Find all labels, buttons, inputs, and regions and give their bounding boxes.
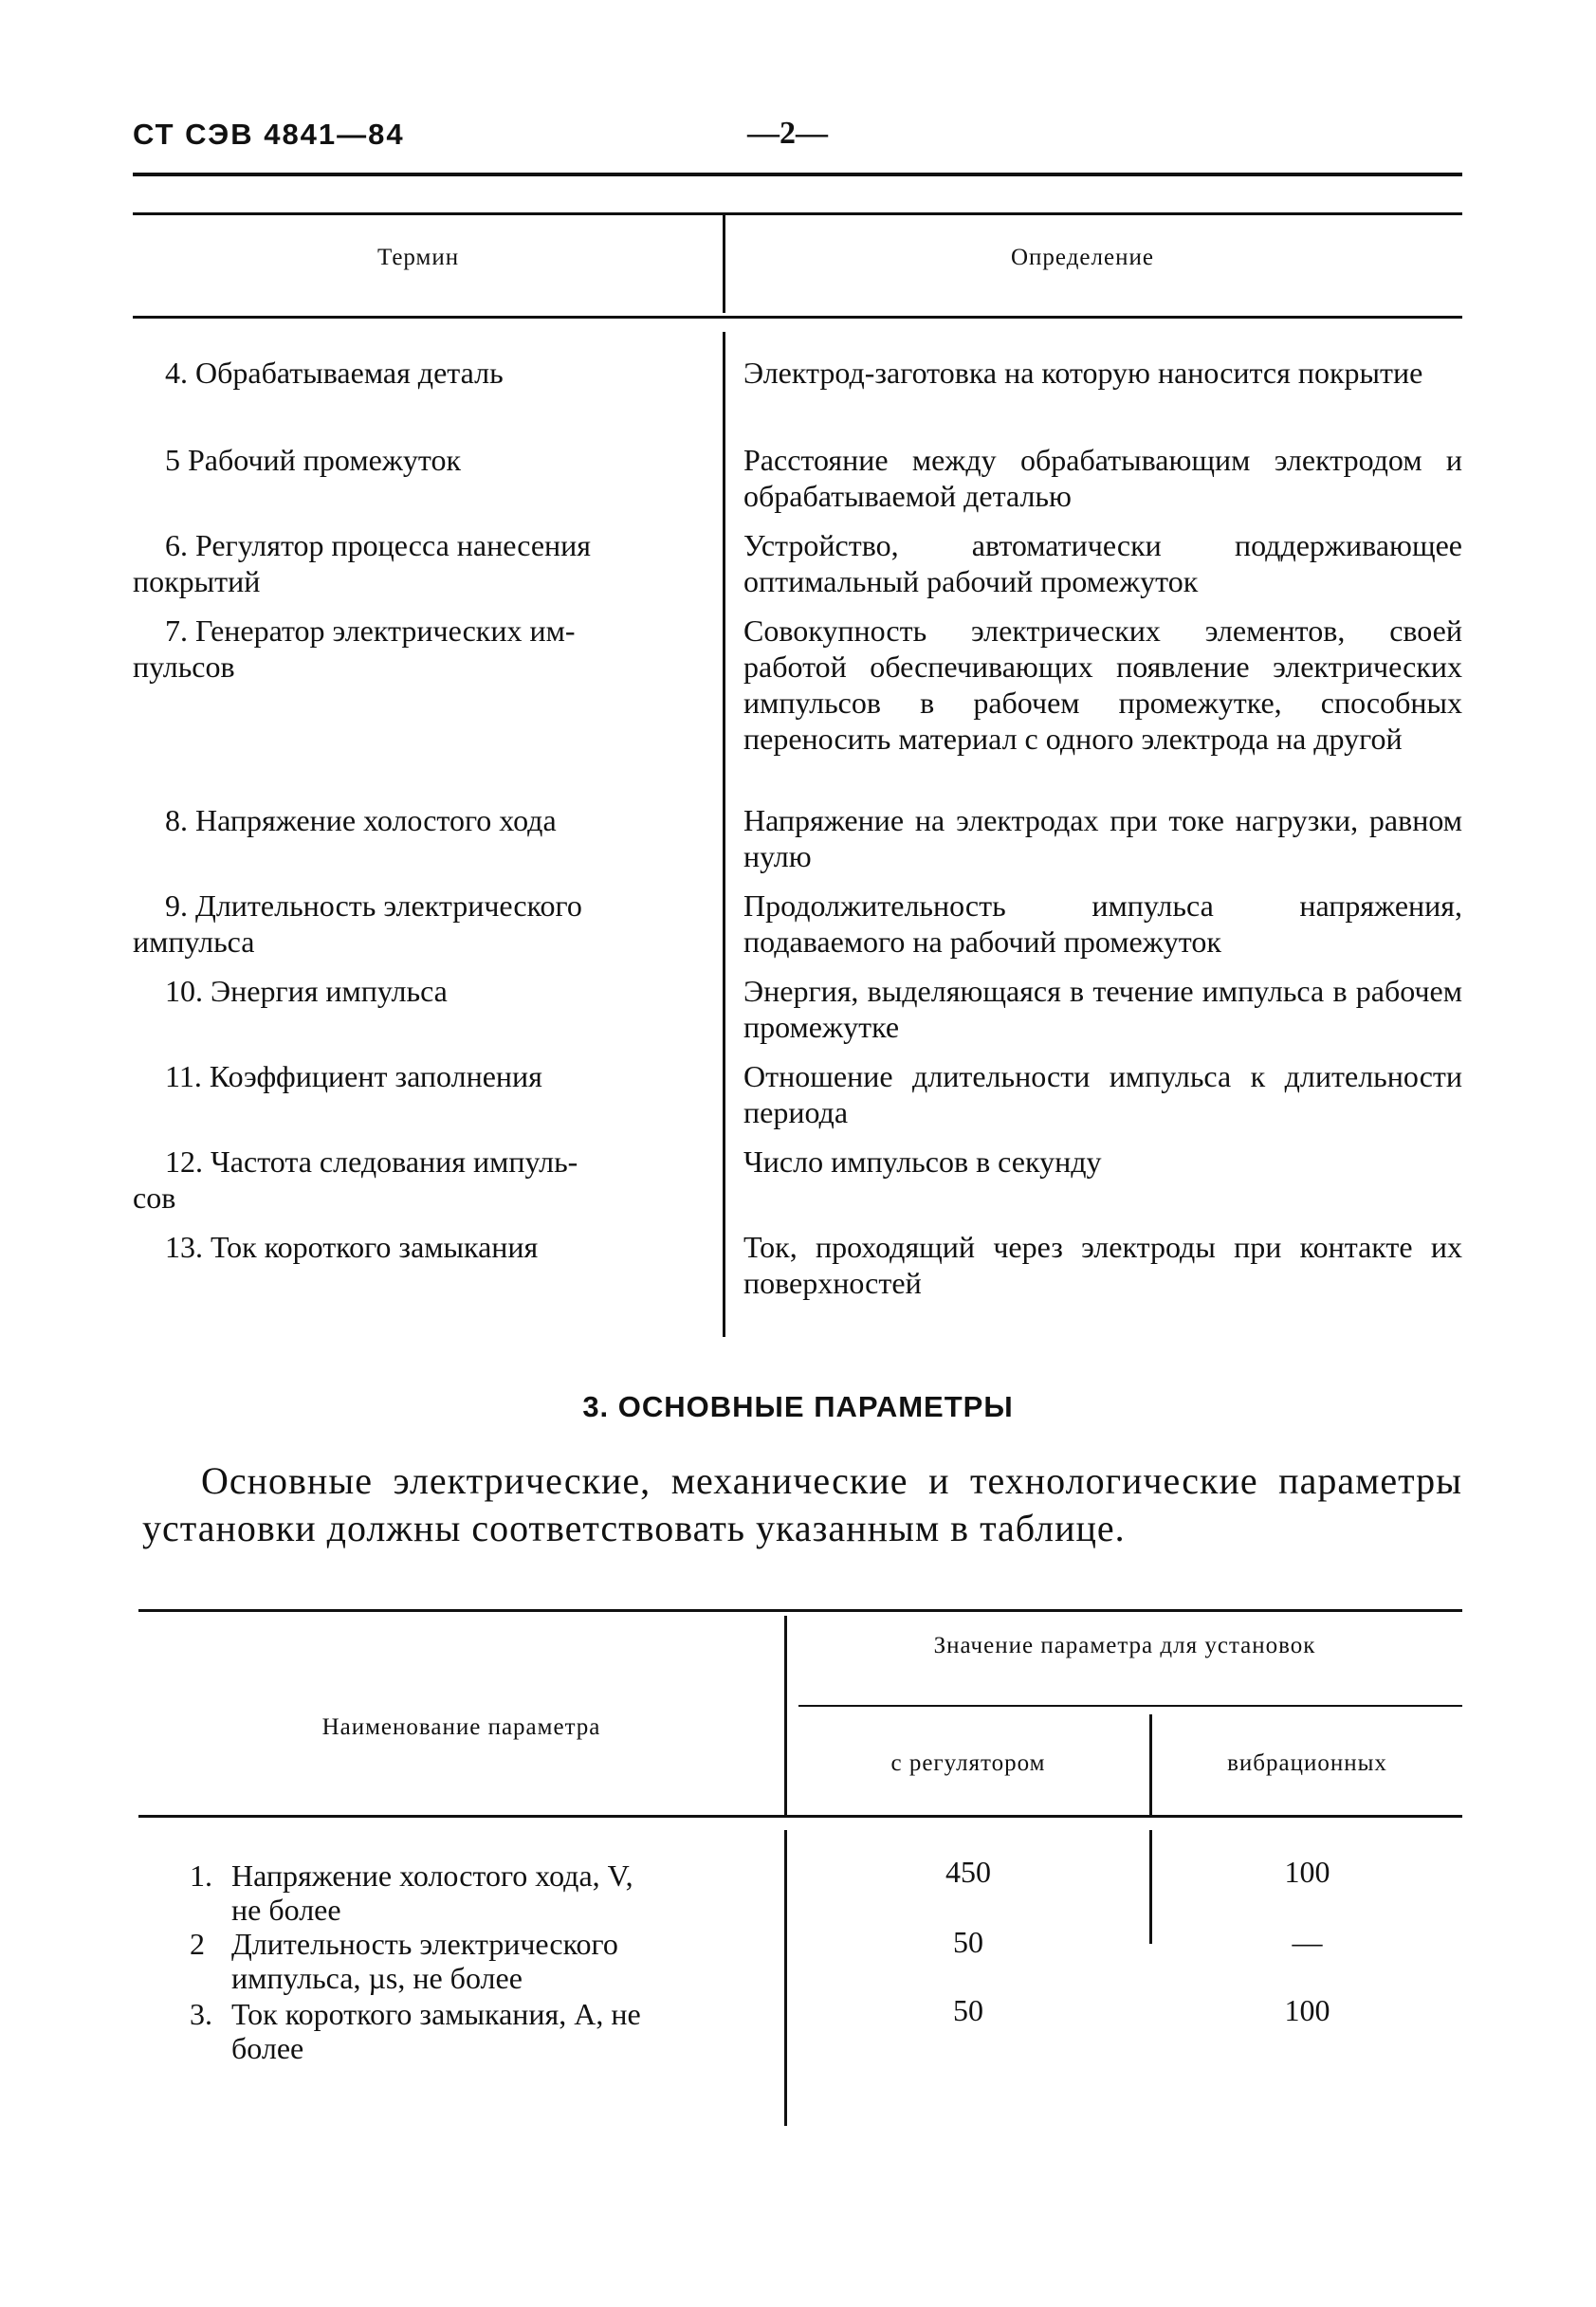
param-num: 2 — [190, 1927, 205, 1961]
term-row-9 — [133, 888, 702, 960]
definition-row-7: Совокупность электрических элементов, своей работой обеспечивающих появление электрических импульсов в рабочем промежутке, способных переносить материал с одного электрода на другой — [743, 613, 1462, 756]
param-name-line: импульса, µs, не более — [231, 1961, 523, 1995]
params-col-vibration-header: вибрационных — [1227, 1750, 1387, 1776]
param-name-line: Напряжение холостого хода, V, — [231, 1858, 633, 1893]
param-row-3-name — [231, 1997, 762, 2065]
term-row-11 — [133, 1058, 702, 1094]
section-title: 3. ОСНОВНЫЕ ПАРАМЕТРЫ — [582, 1390, 1014, 1423]
term-row-6 — [133, 527, 702, 599]
term-line: 11. Коэффициент заполнения — [165, 1059, 542, 1093]
terms-header-bottom-rule — [133, 316, 1462, 319]
param-num: 3. — [190, 1997, 212, 2031]
definition-row-11: Отношение длительности импульса к длительности периода — [743, 1059, 1462, 1129]
terms-col-term-header: Термин — [377, 245, 460, 270]
term-line: сов — [133, 1181, 176, 1215]
param-row-2-regulator: 50 — [953, 1925, 983, 1959]
terms-header-divider — [723, 214, 725, 313]
params-col-group-header: Значение параметра для установок — [933, 1633, 1316, 1658]
term-line: пульсов — [133, 650, 235, 684]
terms-table-top-rule — [133, 212, 1462, 215]
term-row-10 — [133, 973, 702, 1009]
param-name-line: Ток короткого замыкания, А, не — [231, 1997, 641, 2031]
params-header-bottom-rule — [138, 1815, 1462, 1818]
param-row-2-name — [231, 1927, 762, 1995]
param-row-1-name — [231, 1858, 762, 1927]
term-row-13 — [133, 1229, 702, 1265]
terms-col-definition-header: Определение — [1011, 245, 1154, 270]
term-row-4 — [133, 355, 702, 391]
term-line: 4. Обрабатываемая деталь — [165, 356, 504, 390]
param-row-3-regulator: 50 — [953, 1993, 983, 2027]
term-line: импульса — [133, 925, 255, 959]
term-row-5 — [133, 442, 702, 478]
definition-row-13: Ток, проходящий через электроды при контакте их поверхностей — [743, 1230, 1462, 1300]
page-number: —2— — [747, 116, 828, 151]
term-line: 5 Рабочий промежуток — [165, 443, 461, 477]
term-line: 9. Длительность электрического — [165, 888, 582, 923]
param-row-1-regulator: 450 — [945, 1855, 991, 1889]
term-line: 6. Регулятор процесса нанесения — [165, 528, 592, 562]
term-row-7 — [133, 613, 702, 685]
param-name-line: Длительность электрического — [231, 1927, 618, 1961]
term-line: 13. Ток короткого замыкания — [165, 1230, 539, 1264]
term-line: 7. Генератор электрических им- — [165, 613, 576, 648]
param-num: 1. — [190, 1858, 212, 1893]
header-rule — [133, 173, 1462, 176]
definition-row-12: Число импульсов в секунду — [743, 1144, 1102, 1179]
param-row-2-vibration: — — [1292, 1925, 1323, 1959]
definition-row-4: Электрод-заготовка на которую наносится покрытие — [743, 356, 1423, 390]
params-group-rule — [798, 1705, 1462, 1707]
definition-row-5: Расстояние между обрабатывающим электродом и обрабатываемой деталью — [743, 443, 1462, 513]
params-col-regulator-header: с регулятором — [890, 1750, 1046, 1776]
param-name-line: не более — [231, 1893, 341, 1927]
definition-row-8: Напряжение на электродах при токе нагрузки, равном нулю — [743, 803, 1462, 873]
term-line: покрытий — [133, 564, 261, 598]
term-line: 12. Частота следования импуль- — [165, 1144, 578, 1179]
param-row-1-vibration: 100 — [1284, 1855, 1330, 1889]
param-row-3-vibration: 100 — [1284, 1993, 1330, 2027]
definition-row-6: Устройство, автоматически поддерживающее оптимальный рабочий промежуток — [743, 528, 1462, 598]
standard-number: СТ СЭВ 4841—84 — [133, 118, 405, 151]
term-line: 8. Напряжение холостого хода — [165, 803, 557, 837]
term-row-12 — [133, 1144, 702, 1216]
param-name-line: более — [231, 2031, 304, 2065]
term-line: 10. Энергия импульса — [165, 974, 448, 1008]
params-col-name-header: Наименование параметра — [321, 1714, 601, 1740]
terms-body-divider — [723, 332, 725, 1337]
term-row-8 — [133, 802, 702, 838]
definition-row-10: Энергия, выделяющаяся в течение импульса в рабочем промежутке — [743, 974, 1462, 1044]
params-table-top-rule — [138, 1609, 1462, 1612]
section-paragraph: Основные электрические, механические и технологические параметры установки должны соответствовать указанным в таблице. — [142, 1459, 1462, 1549]
definition-row-9: Продолжительность импульса напряжения, подаваемого на рабочий промежуток — [743, 888, 1462, 959]
